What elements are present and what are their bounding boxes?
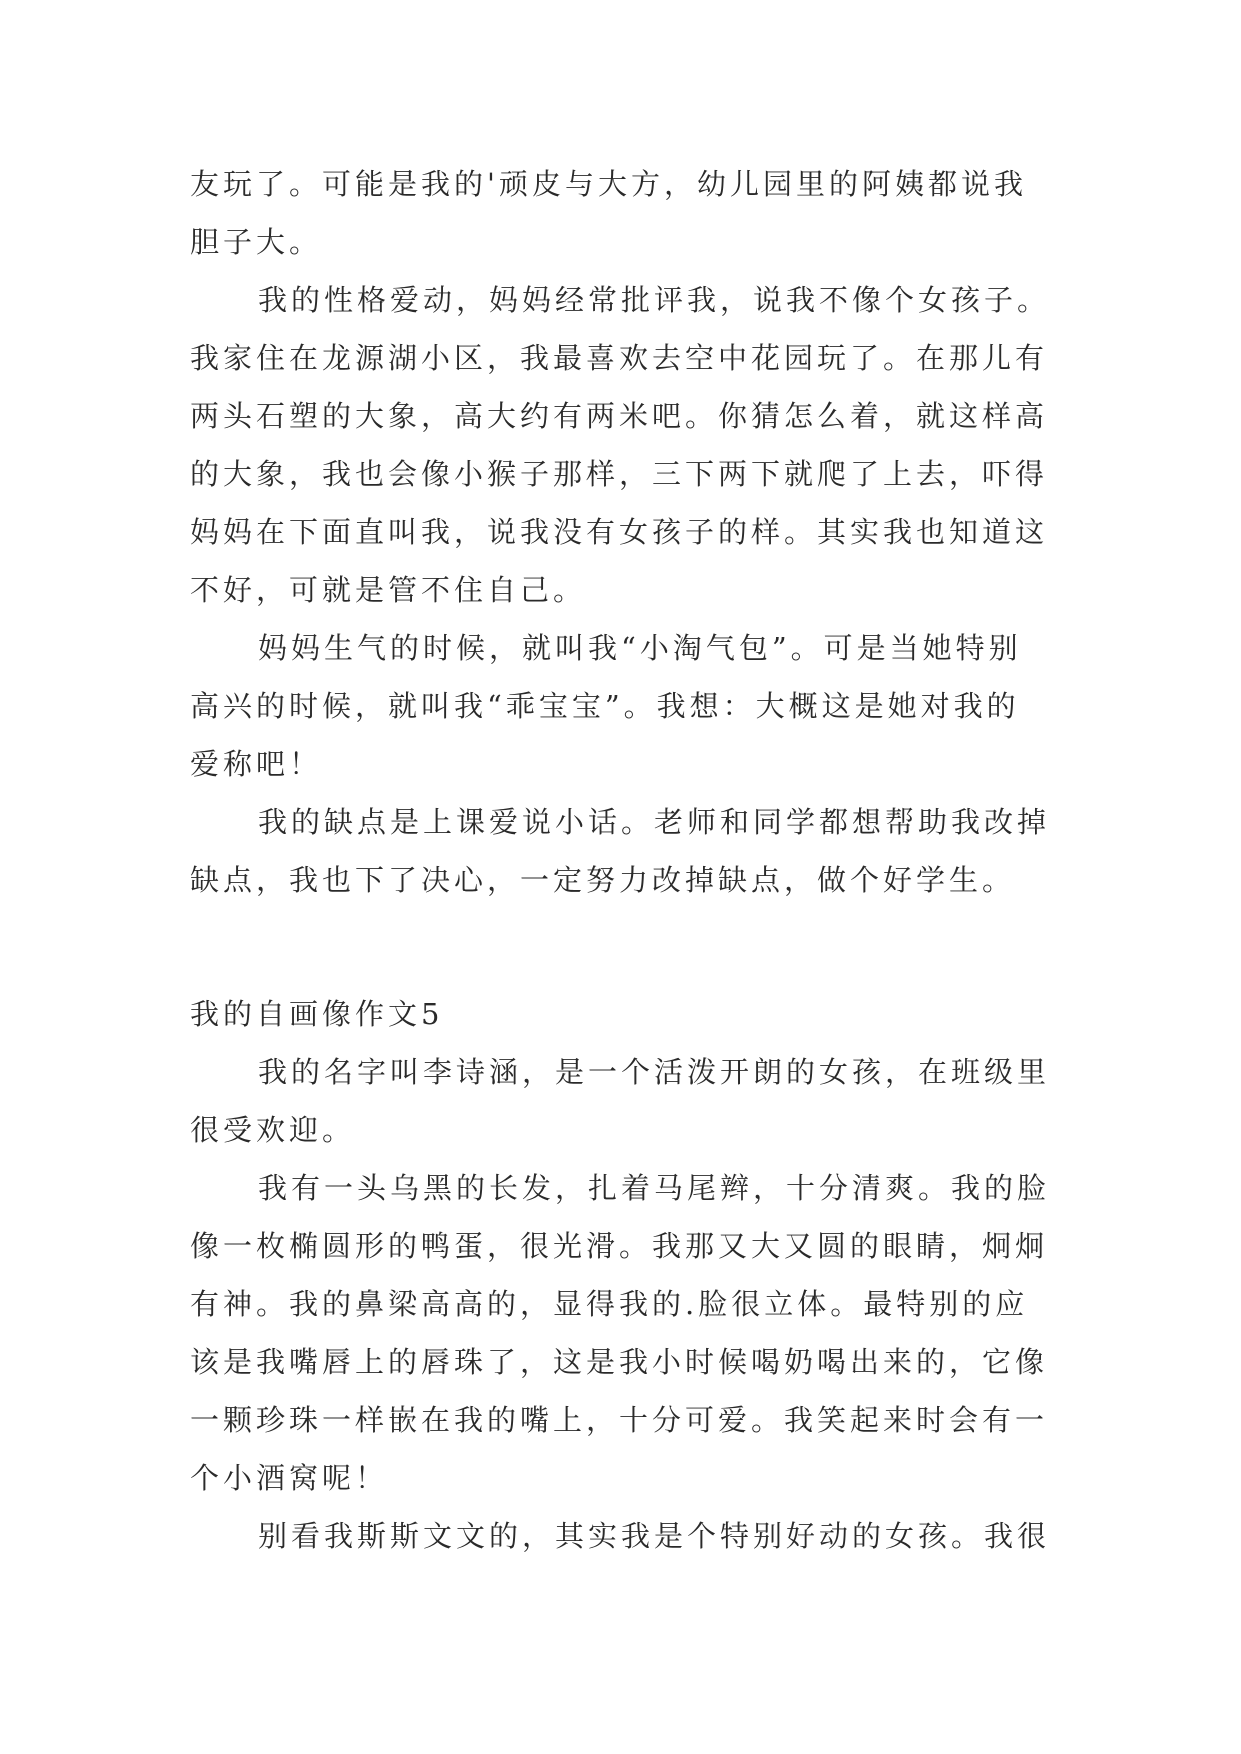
- text-line: 很受欢迎。: [190, 1113, 356, 1147]
- text-line: 我的性格爱动，妈妈经常批评我，说我不像个女孩子。: [258, 283, 1051, 317]
- text-line: 两头石塑的大象，高大约有两米吧。你猜怎么着，就这样高: [190, 399, 1049, 433]
- text-line: 像一枚椭圆形的鸭蛋，很光滑。我那又大又圆的眼睛，炯炯: [190, 1229, 1049, 1263]
- text-line: 个小酒窝呢！: [190, 1461, 389, 1495]
- text-line: 缺点，我也下了决心，一定努力改掉缺点，做个好学生。: [190, 863, 1016, 897]
- text-line: 我的缺点是上课爱说小话。老师和同学都想帮助我改掉: [258, 805, 1051, 839]
- paragraph: [190, 271, 1070, 619]
- text-line: 友玩了。可能是我的'顽皮与大方，幼儿园里的阿姨都说我: [190, 167, 1027, 201]
- document-body: [190, 155, 1070, 1565]
- text-line: 别看我斯斯文文的，其实我是个特别好动的女孩。我很: [258, 1519, 1051, 1553]
- paragraph: [190, 619, 1070, 793]
- text-line: 有神。我的鼻梁高高的，显得我的.脸很立体。最特别的应: [190, 1287, 1029, 1321]
- text-line: 我的名字叫李诗涵，是一个活泼开朗的女孩，在班级里: [258, 1055, 1051, 1089]
- text-line: 我家住在龙源湖小区，我最喜欢去空中花园玩了。在那儿有: [190, 341, 1049, 375]
- text-line: 妈妈在下面直叫我，说我没有女孩子的样。其实我也知道这: [190, 515, 1049, 549]
- section-gap: [190, 909, 1070, 985]
- text-line: 爱称吧！: [190, 747, 323, 781]
- text-line: 胆子大。: [190, 225, 323, 259]
- text-line: 妈妈生气的时候，就叫我“小淘气包”。可是当她特别: [258, 631, 1022, 665]
- text-line: 该是我嘴唇上的唇珠了，这是我小时候喝奶喝出来的，它像: [190, 1345, 1049, 1379]
- section-heading: 我的自画像作文5: [190, 997, 444, 1031]
- text-line: 的大象，我也会像小猴子那样，三下两下就爬了上去，吓得: [190, 457, 1049, 491]
- text-line: 我有一头乌黑的长发，扎着马尾辫，十分清爽。我的脸: [258, 1171, 1051, 1205]
- text-line: 一颗珍珠一样嵌在我的嘴上，十分可爱。我笑起来时会有一: [190, 1403, 1049, 1437]
- paragraph: [190, 1159, 1070, 1507]
- paragraph: [190, 1043, 1070, 1159]
- paragraph: [190, 155, 1070, 271]
- text-line: 不好，可就是管不住自己。: [190, 573, 587, 607]
- text-line: 高兴的时候，就叫我“乖宝宝”。我想：大概这是她对我的: [190, 689, 1020, 723]
- paragraph: [190, 1507, 1070, 1565]
- paragraph: [190, 793, 1070, 909]
